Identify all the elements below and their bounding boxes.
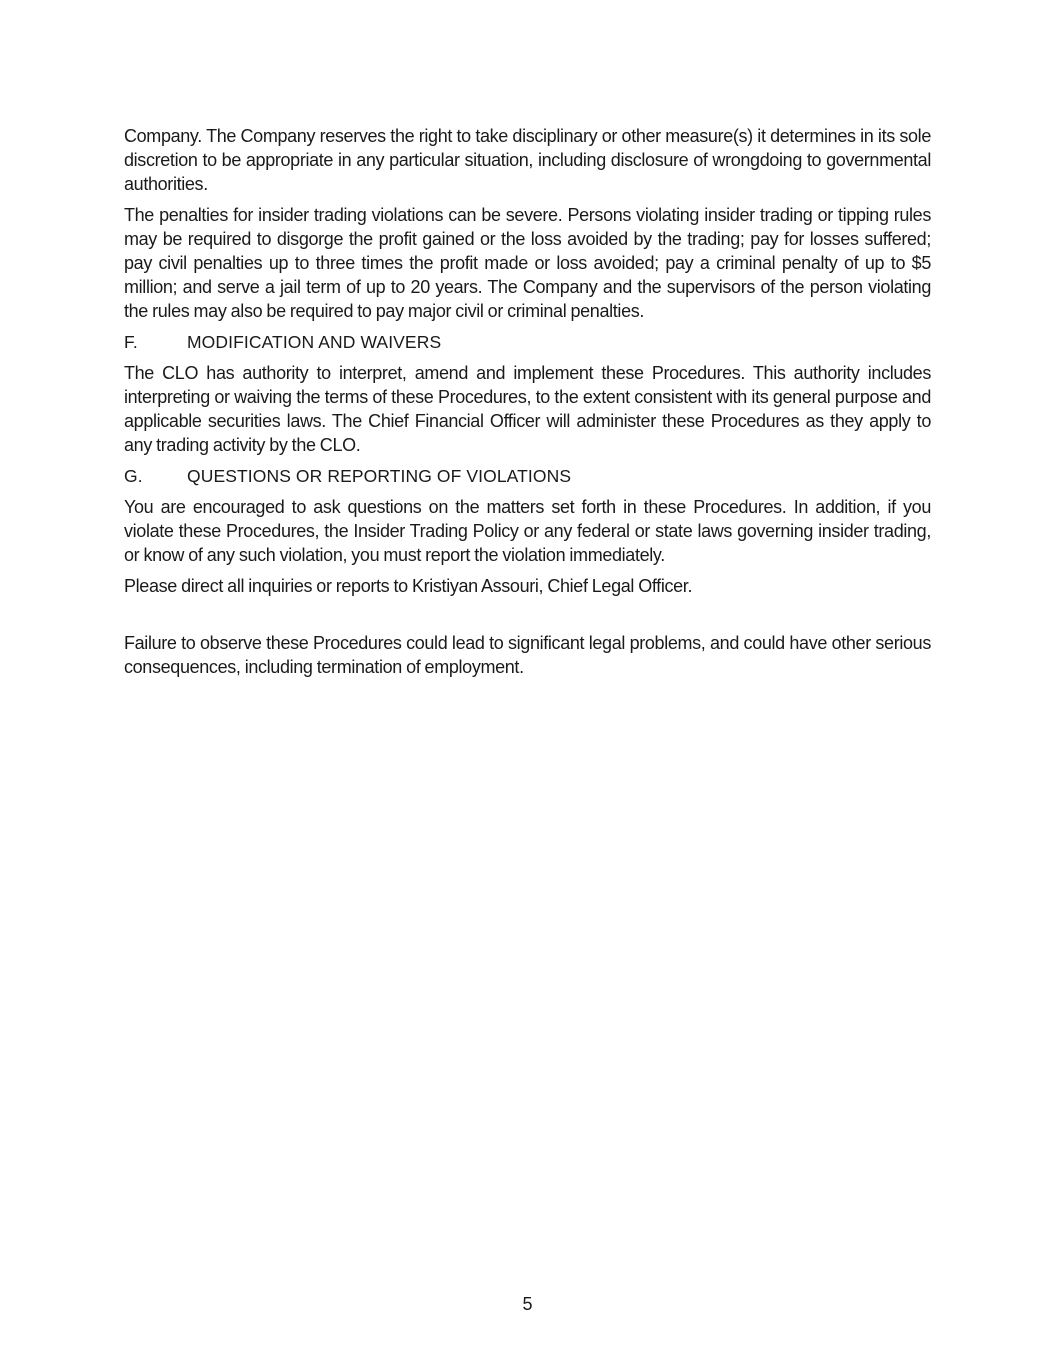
section-heading-questions: [124, 464, 931, 488]
section-title: QUESTIONS OR REPORTING OF VIOLATIONS: [187, 466, 572, 486]
paragraph-encouraged-questions: You are encouraged to ask questions on the matters set forth in these Procedures. In addition, if you violate these Procedures, the Insider Trading Policy or any federal or state laws governing insider trading, or know of any such violation, you must report the violation immediately.: [124, 497, 931, 565]
section-heading-modification: [124, 330, 931, 354]
paragraph-clo-authority: The CLO has authority to interpret, amend and implement these Procedures. This authority includes interpreting or waiving the terms of these Procedures, to the extent consistent with its general purpose and applicable securities laws. The Chief Financial Officer will administer these Procedures as they apply to any trading activity by the CLO.: [124, 363, 931, 455]
paragraph-disciplinary-measures: Company. The Company reserves the right to take disciplinary or other measure(s) it determines in its sole discretion to be appropriate in any particular situation, including disclosure of wrongdoing to governmental authorities.: [124, 126, 931, 194]
paragraph-penalties: The penalties for insider trading violations can be severe. Persons violating insider trading or tipping rules may be required to disgorge the profit gained or the loss avoided by the trading; pay for losses suffered; pay civil penalties up to three times the profit made or loss avoided; pay a criminal penalty of up to $5 million; and serve a jail term of up to 20 years. The Company and the supervisors of the person violating the rules may also be required to pay major civil or criminal penalties.: [124, 205, 931, 321]
document-body: [124, 124, 931, 686]
page-number: 5: [522, 1294, 533, 1314]
section-letter: G.: [124, 466, 143, 486]
paragraph-direct-inquiries: Please direct all inquiries or reports to Kristiyan Assouri, Chief Legal Officer.: [124, 576, 693, 596]
spacer: [124, 605, 931, 631]
section-title: MODIFICATION AND WAIVERS: [187, 332, 442, 352]
paragraph-failure-consequences: Failure to observe these Procedures could lead to significant legal problems, and could have other serious consequences, including termination of employment.: [124, 633, 931, 677]
section-letter: F.: [124, 332, 138, 352]
